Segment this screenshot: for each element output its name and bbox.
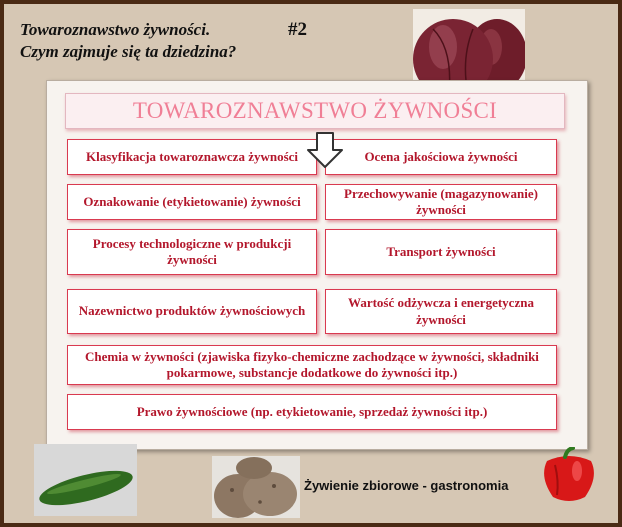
box-food-law: Prawo żywnościowe (np. etykietowanie, sprzedaż żywności itp.) bbox=[67, 394, 557, 430]
box-classification: Klasyfikacja towaroznawcza żywności bbox=[67, 139, 317, 175]
box-quality-assessment: Ocena jakościowa żywności bbox=[325, 139, 557, 175]
box-nomenclature: Nazewnictwo produktów żywnościowych bbox=[67, 289, 317, 334]
header-question: Czym zajmuje się ta dziedzina? bbox=[20, 42, 237, 61]
box-food-chemistry: Chemia w żywności (zjawiska fizyko-chemiczne zachodzące w żywności, składniki pokarmowe, substancje dodatkowe do żywności itp.) bbox=[67, 345, 557, 385]
box-technological-processes: Procesy technologiczne w produkcji żywności bbox=[67, 229, 317, 275]
box-nutritional-value: Wartość odżywcza i energetyczna żywności bbox=[325, 289, 557, 334]
panel-title: TOWAROZNAWSTWO ŻYWNOŚCI bbox=[65, 93, 565, 129]
box-storage: Przechowywanie (magazynowanie) żywności bbox=[325, 184, 557, 220]
header-title: Towaroznawstwo żywności. bbox=[20, 20, 211, 39]
potatoes-image bbox=[212, 456, 300, 518]
box-transport: Transport żywności bbox=[325, 229, 557, 275]
down-arrow-icon bbox=[305, 130, 345, 170]
cucumber-image bbox=[34, 444, 137, 516]
content-panel bbox=[46, 80, 588, 450]
slide-number: #2 bbox=[288, 19, 307, 40]
footer-caption: Żywienie zbiorowe - gastronomia bbox=[304, 478, 509, 493]
box-labeling: Oznakowanie (etykietowanie) żywności bbox=[67, 184, 317, 220]
red-pepper-image bbox=[537, 447, 601, 503]
